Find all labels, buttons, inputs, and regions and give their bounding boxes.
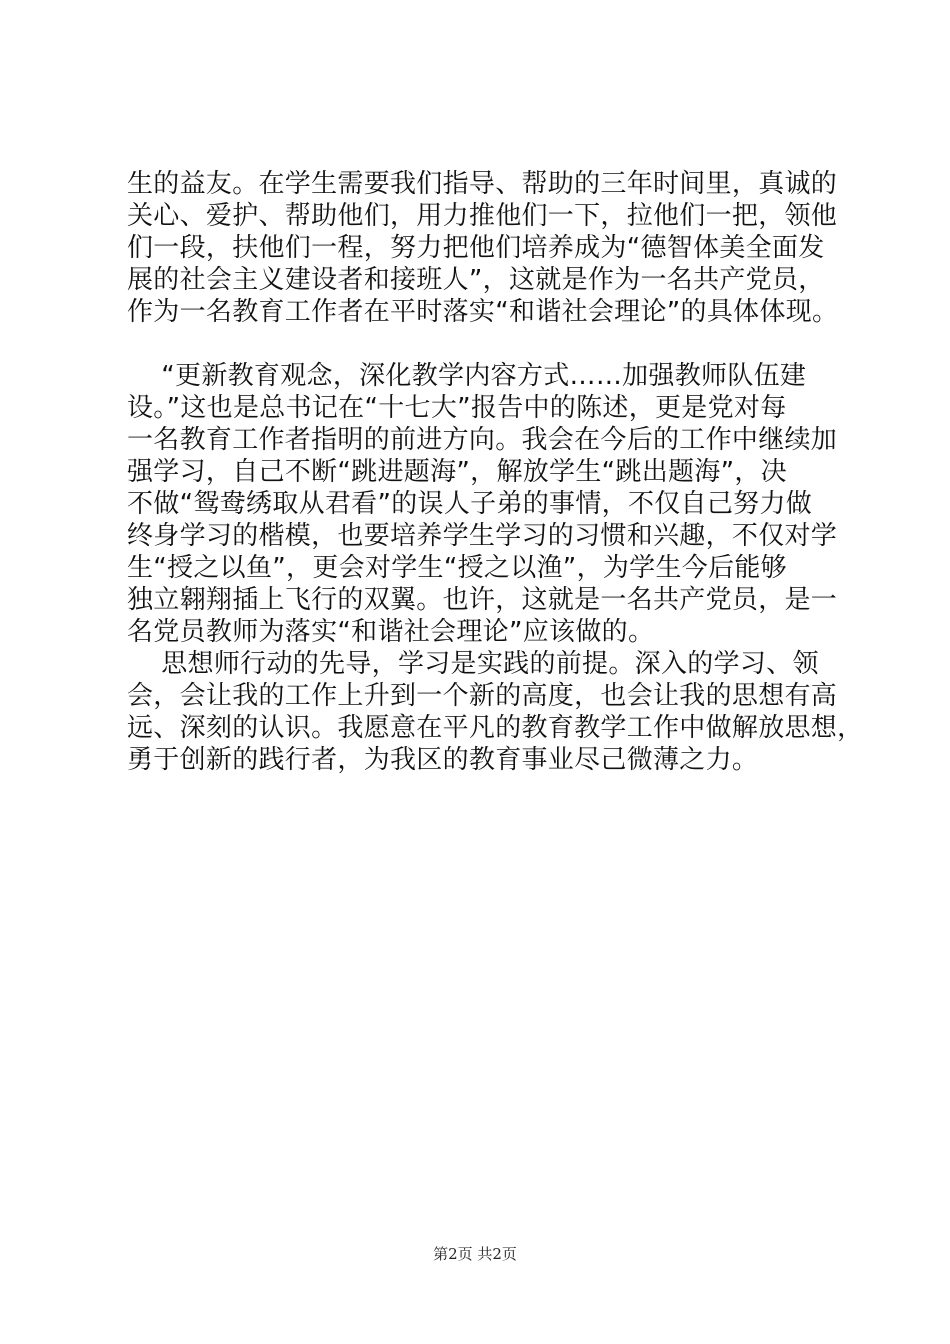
paragraph-spacer [127, 328, 837, 360]
paragraph-3 [127, 648, 864, 776]
text-line: 强学习，自己不断“跳进题海”，解放学生“跳出题海”，决 [127, 457, 787, 487]
paragraph-1 [127, 168, 837, 328]
text-line: 作为一名教育工作者在平时落实“和谐社会理论”的具体体现。 [127, 297, 839, 327]
text-line: 会，会让我的工作上升到一个新的高度，也会让我的思想有高 [127, 681, 838, 711]
text-line: 远、深刻的认识。我愿意在平凡的教育教学工作中做解放思想， [127, 713, 864, 743]
text-line: 勇于创新的践行者，为我区的教育事业尽己微薄之力。 [127, 745, 759, 775]
text-line: 思想师行动的先导，学习是实践的前提。深入的学习、领 [127, 649, 819, 679]
text-line: 们一段，扶他们一程，努力把他们培养成为“德智体美全面发 [127, 233, 825, 263]
page-footer [0, 1243, 950, 1264]
page-number-label: 第2页 共2页 [433, 1245, 517, 1263]
text-line: 设。”这也是总书记在“十七大”报告中的陈述，更是党对每 [127, 393, 787, 423]
text-line: 展的社会主义建设者和接班人”，这就是作为一名共产党员， [127, 265, 825, 295]
text-line: 一名教育工作者指明的前进方向。我会在今后的工作中继续加 [127, 425, 838, 455]
paragraph-2 [127, 360, 837, 648]
text-line: 独立翱翔插上飞行的双翼。也许，这就是一名共产党员，是一 [127, 585, 838, 615]
text-line: 关心、爱护、帮助他们，用力推他们一下，拉他们一把，领他 [127, 201, 838, 231]
text-line: 名党员教师为落实“和谐社会理论”应该做的。 [127, 617, 655, 647]
text-line: “更新教育观念，深化教学内容方式……加强教师队伍建 [127, 361, 807, 391]
text-line: 不做“鸳鸯绣取从君看”的误人子弟的事情，不仅自己努力做 [127, 489, 813, 519]
text-line: 终身学习的楷模，也要培养学生学习的习惯和兴趣，不仅对学 [127, 521, 838, 551]
document-body [127, 168, 864, 776]
text-line: 生的益友。在学生需要我们指导、帮助的三年时间里，真诚的 [127, 169, 838, 199]
text-line: 生“授之以鱼”，更会对学生“授之以渔”，为学生今后能够 [127, 553, 787, 583]
